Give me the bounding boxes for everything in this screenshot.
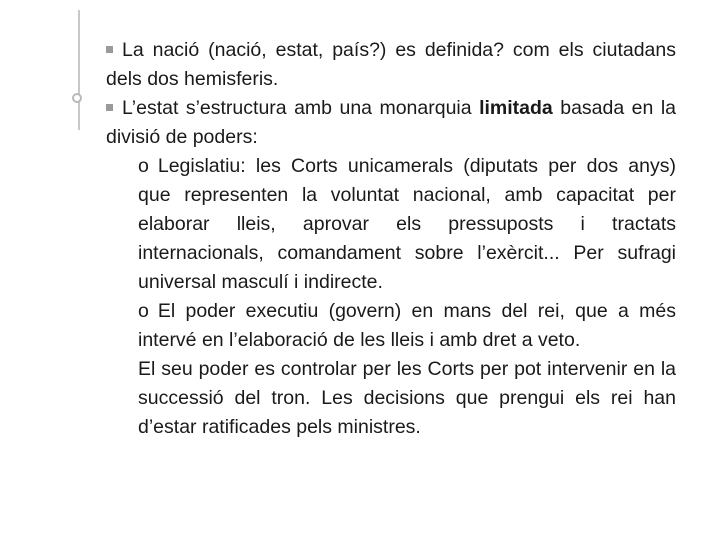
- bullet-text-1: La nació (nació, estat, país?) es definida? com els ciutadans dels dos hemisferis.: [106, 39, 676, 90]
- paragraph-control: [106, 355, 676, 442]
- sub-bullet-legislatiu: [106, 152, 676, 297]
- paragraph-text-3: El seu poder es controlar per les Corts per pot intervenir en la successió del tron. Les decisions que prengui els rei han d’estar ratificades pels ministres.: [138, 358, 676, 438]
- circle-bullet-icon: o: [138, 300, 149, 322]
- square-bullet-icon: [106, 91, 113, 98]
- sub-bullet-text-2: El poder executiu (govern) en mans del rei, que a més intervé en l’elaboració de les lleis i amb dret a veto.: [138, 300, 676, 351]
- bullet-text-2-bold: limitada: [479, 97, 553, 119]
- square-bullet-icon: [106, 33, 113, 40]
- sub-bullet-executiu: [106, 297, 676, 355]
- decorative-vertical-line: [78, 10, 80, 130]
- bullet-text-2-end: basada en la divisió de poders:: [106, 97, 676, 148]
- slide-content: [106, 36, 676, 442]
- decorative-ring: [72, 93, 82, 103]
- bullet-paragraph-2: [106, 94, 676, 152]
- bullet-text-2-start: L’estat s’estructura amb una monarquia: [122, 97, 480, 119]
- circle-bullet-icon: o: [138, 155, 149, 177]
- sub-bullet-text-1: Legislatiu: les Corts unicamerals (diputats per dos anys) que representen la voluntat nacional, amb capacitat per elaborar lleis, aprovar els pressuposts i tractats internacionals, comandament sobre l’exèrcit... Per sufragi universal masculí i indirecte.: [138, 155, 676, 293]
- bullet-paragraph-1: [106, 36, 676, 94]
